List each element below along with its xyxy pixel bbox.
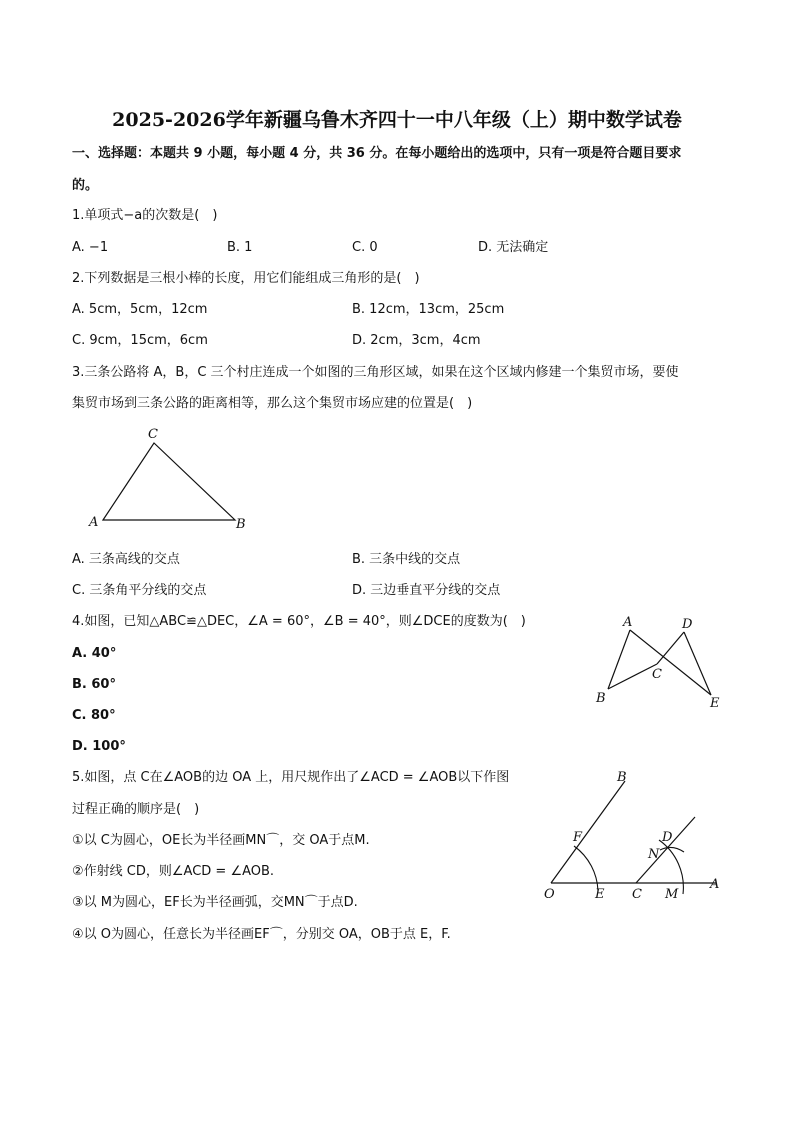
vertex-label-e: E <box>710 696 720 711</box>
question-5-step-4: ④以 O为圆心，任意长为半径画EF⌒，分别交 OA，OB于点 E，F. <box>72 927 451 942</box>
question-3-option-c: C. 三条角平分线的交点 <box>72 583 207 598</box>
question-1-option-a: A. −1 <box>72 240 109 255</box>
point-label-m: M <box>665 887 679 902</box>
ray-ob <box>551 781 625 883</box>
question-4-option-b: B. 60° <box>72 677 116 692</box>
segment-dc <box>657 632 684 664</box>
segment-ace <box>630 630 711 695</box>
point-label-f: F <box>573 830 583 845</box>
segment-ab <box>608 630 630 689</box>
triangle-abc <box>103 443 235 520</box>
vertex-label-d: D <box>682 617 693 632</box>
vertex-label-a: A <box>89 515 99 530</box>
triangle-abc-figure <box>80 420 260 540</box>
question-1-option-c: C. 0 <box>352 240 378 255</box>
question-3-stem-line-2: 集贸市场到三条公路的距离相等，那么这个集贸市场应建的位置是( ) <box>72 396 473 411</box>
question-4-option-d: D. 100° <box>72 739 126 754</box>
question-5-stem-line-2: 过程正确的顺序是( ) <box>72 802 200 817</box>
congruent-triangles-figure <box>590 612 730 717</box>
point-label-e: E <box>595 887 605 902</box>
question-2-option-c: C. 9cm，15cm，6cm <box>72 333 208 348</box>
point-label-n: N <box>648 847 660 862</box>
question-5-step-1: ①以 C为圆心，OE长为半径画MN⌒，交 OA于点M. <box>72 833 370 848</box>
question-1-option-b: B. 1 <box>227 240 253 255</box>
page-title: 2025-2026学年新疆乌鲁木齐四十一中八年级（上）期中数学试卷 <box>112 109 682 131</box>
vertex-label-b: B <box>236 517 246 532</box>
question-3-stem-line-1: 3.三条公路将 A，B，C 三个村庄连成一个如图的三角形区域，如果在这个区域内修建一个集贸市场，要使 <box>72 365 679 380</box>
question-2-option-d: D. 2cm，3cm，4cm <box>352 333 481 348</box>
ray-cd <box>636 817 695 883</box>
point-label-o: O <box>544 887 555 902</box>
question-4-stem: 4.如图，已知△ABC≌△DEC，∠A = 60°，∠B = 40°，则∠DCE的度数为( ) <box>72 614 526 629</box>
question-2-option-a: A. 5cm，5cm，12cm <box>72 302 208 317</box>
question-5-stem-line-1: 5.如图，点 C在∠AOB的边 OA 上，用尺规作出了∠ACD = ∠AOB以下作图 <box>72 770 510 785</box>
question-5-step-3: ③以 M为圆心，EF长为半径画弧，交MN⌒于点D. <box>72 895 358 910</box>
question-5-step-2: ②作射线 CD，则∠ACD = ∠AOB. <box>72 864 275 879</box>
vertex-label-c: C <box>652 667 662 682</box>
vertex-label-a: A <box>623 615 633 630</box>
point-label-c: C <box>632 887 642 902</box>
question-3-option-b: B. 三条中线的交点 <box>352 552 461 567</box>
question-2-option-b: B. 12cm，13cm，25cm <box>352 302 505 317</box>
section-heading: 一、选择题：本题共 9 小题，每小题 4 分，共 36 分。在每小题给出的选项中，只有一项是符合题目要求 <box>72 146 682 161</box>
point-label-b: B <box>617 770 627 785</box>
compass-construction-figure <box>538 764 738 910</box>
segment-de <box>684 632 711 695</box>
question-2-stem: 2.下列数据是三根小棒的长度，用它们能组成三角形的是( ) <box>72 271 420 286</box>
question-1-stem: 1.单项式−a的次数是( ) <box>72 208 218 223</box>
section-heading-continued: 的。 <box>72 178 99 193</box>
question-4-option-a: A. 40° <box>72 646 117 661</box>
question-3-option-d: D. 三边垂直平分线的交点 <box>352 583 501 598</box>
point-label-a: A <box>710 877 720 892</box>
vertex-label-b: B <box>596 691 606 706</box>
question-4-option-c: C. 80° <box>72 708 116 723</box>
question-1-option-d: D. 无法确定 <box>478 240 549 255</box>
arc-mn <box>659 840 683 894</box>
arc-ef <box>574 846 598 892</box>
point-label-d: D <box>662 830 673 845</box>
vertex-label-c: C <box>148 427 158 442</box>
question-3-option-a: A. 三条高线的交点 <box>72 552 180 567</box>
